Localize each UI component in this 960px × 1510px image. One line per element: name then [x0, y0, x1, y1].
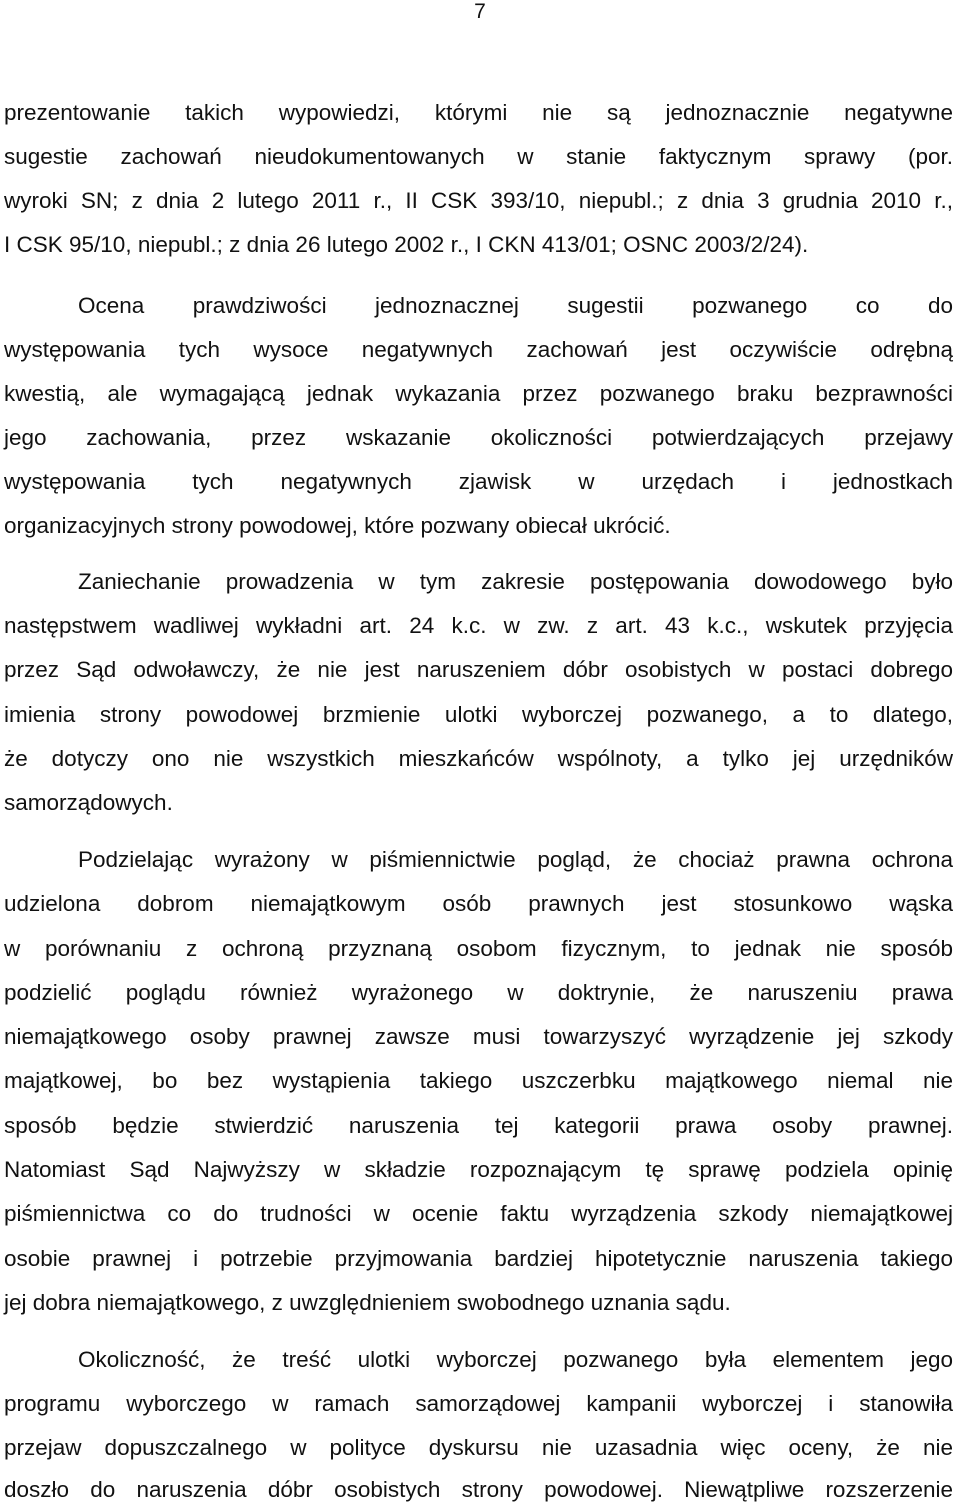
text-line: programu wyborczego w ramach samorządowej kampanii wyborczej i stanowiła — [4, 1391, 953, 1416]
text-line: organizacyjnych strony powodowej, które pozwany obiecał ukrócić. — [4, 513, 671, 538]
text-line: udzielona dobrom niemajątkowym osób prawnych jest stosunkowo wąska — [4, 891, 953, 916]
text-line: wyroki SN; z dnia 2 lutego 2011 r., II CSK 393/10, niepubl.; z dnia 3 grudnia 2010 r., — [4, 188, 953, 213]
text-line: piśmiennictwa co do trudności w ocenie faktu wyrządzenia szkody niemajątkowej — [4, 1201, 953, 1226]
text-line: przez Sąd odwoławczy, że nie jest naruszeniem dóbr osobistych w postaci dobrego — [4, 657, 953, 682]
text-line: jej dobra niemajątkowego, z uwzględnieniem swobodnego uznania sądu. — [4, 1290, 731, 1315]
text-line: Podzielając wyrażony w piśmiennictwie pogląd, że chociaż prawna ochrona — [78, 847, 953, 872]
text-line: I CSK 95/10, niepubl.; z dnia 26 lutego 2002 r., I CKN 413/01; OSNC 2003/2/24). — [4, 232, 809, 257]
page-number: 7 — [474, 0, 486, 23]
text-line: imienia strony powodowej brzmienie ulotki wyborczej pozwanego, a to dlatego, — [4, 702, 953, 727]
text-line: sposób będzie stwierdzić naruszenia tej kategorii prawa osoby prawnej. — [4, 1113, 953, 1138]
text-line: Zaniechanie prowadzenia w tym zakresie postępowania dowodowego było — [78, 569, 953, 594]
text-line: sugestie zachowań nieudokumentowanych w stanie faktycznym sprawy (por. — [4, 144, 953, 169]
text-line: Natomiast Sąd Najwyższy w składzie rozpoznającym tę sprawę podziela opinię — [4, 1157, 953, 1182]
text-line: niemajątkowego osoby prawnej zawsze musi towarzyszyć wyrządzenie jej szkody — [4, 1024, 953, 1049]
text-line: prezentowanie takich wypowiedzi, którymi nie są jednoznacznie negatywne — [4, 100, 953, 125]
text-line: Okoliczność, że treść ulotki wyborczej pozwanego była elementem jego — [78, 1347, 953, 1372]
text-line: podzielić poglądu również wyrażonego w doktrynie, że naruszeniu prawa — [4, 980, 953, 1005]
text-line: następstwem wadliwej wykładni art. 24 k.c. w zw. z art. 43 k.c., wskutek przyjęcia — [4, 613, 953, 638]
text-line: jego zachowania, przez wskazanie okoliczności potwierdzających przejawy — [4, 425, 953, 450]
text-line: doszło do naruszenia dóbr osobistych strony powodowej. Niewątpliwe rozszerzenie — [4, 1477, 953, 1502]
text-line: przejaw dopuszczalnego w polityce dyskursu nie uzasadnia więc oceny, że nie — [4, 1435, 953, 1460]
text-line: kwestią, ale wymagającą jednak wykazania przez pozwanego braku bezprawności — [4, 381, 953, 406]
text-line: występowania tych wysoce negatywnych zachowań jest oczywiście odrębną — [4, 337, 953, 362]
text-line: Ocena prawdziwości jednoznacznej sugestii pozwanego co do — [78, 293, 953, 318]
text-line: majątkowej, bo bez wystąpienia takiego uszczerbku majątkowego niemal nie — [4, 1068, 953, 1093]
text-line: występowania tych negatywnych zjawisk w urzędach i jednostkach — [4, 469, 953, 494]
text-line: że dotyczy ono nie wszystkich mieszkańców wspólnoty, a tylko jej urzędników — [4, 746, 953, 771]
text-line: w porównaniu z ochroną przyznaną osobom fizycznym, to jednak nie sposób — [4, 936, 953, 961]
text-line: osobie prawnej i potrzebie przyjmowania bardziej hipotetycznie naruszenia takiego — [4, 1246, 953, 1271]
text-line: samorządowych. — [4, 790, 173, 815]
